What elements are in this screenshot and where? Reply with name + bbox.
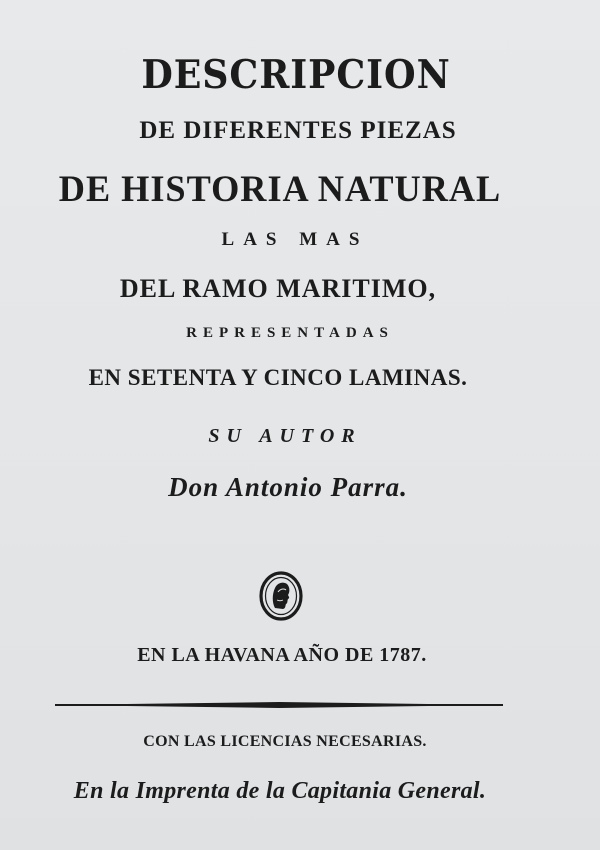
subtitle-line-1: DE DIFERENTES PIEZAS <box>139 117 457 144</box>
licenses-notice: CON LAS LICENCIAS NECESARIAS. <box>143 733 427 750</box>
printer-imprint: En la Imprenta de la Capitania General. <box>73 778 487 804</box>
subtitle-line-3: LAS MAS <box>221 229 369 250</box>
portrait-medallion-icon <box>258 570 304 622</box>
subtitle-line-4: DEL RAMO MARITIMO, <box>119 274 437 303</box>
subtitle-line-6: EN SETENTA Y CINCO LAMINAS. <box>88 365 468 390</box>
author-name: Don Antonio Parra. <box>168 472 408 502</box>
subtitle-line-5: REPRESENTADAS <box>186 325 394 341</box>
author-label: SU AUTOR <box>208 425 362 447</box>
divider-rule <box>55 699 503 711</box>
subtitle-line-2: DE HISTORIA NATURAL <box>58 169 502 210</box>
imprint-place-date: EN LA HAVANA AÑO DE 1787. <box>137 644 427 666</box>
page-title: DESCRIPCION <box>141 52 451 98</box>
